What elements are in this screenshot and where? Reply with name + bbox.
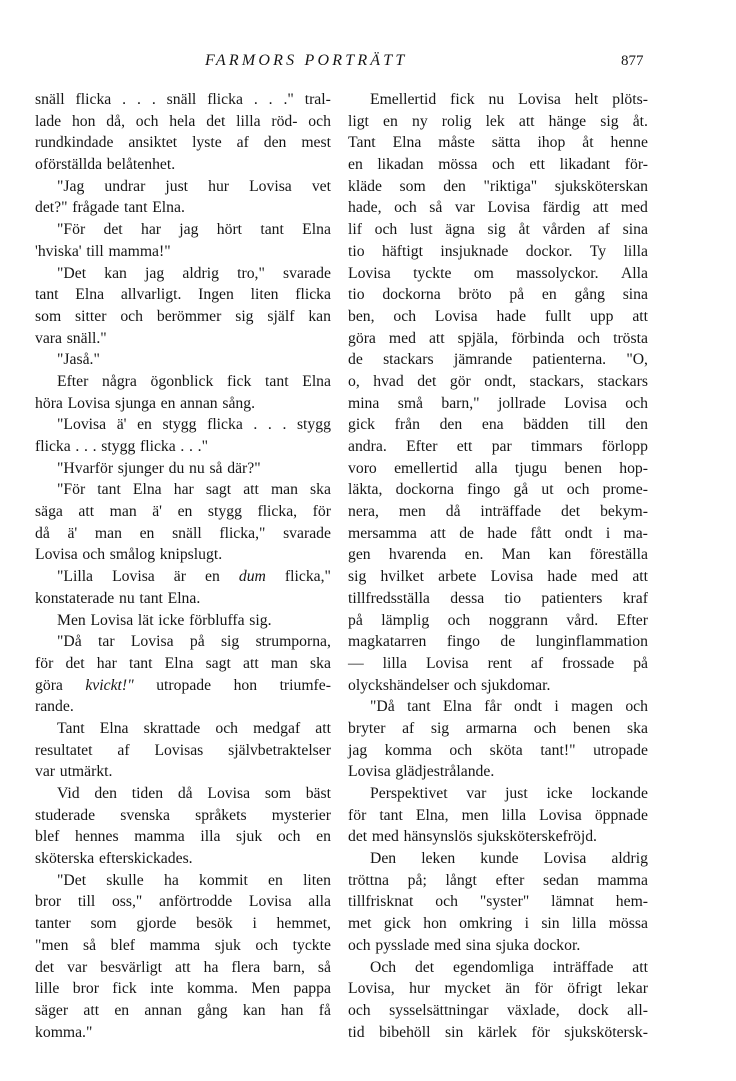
text-line: snäll flicka . . . snäll flicka . . ." tral- <box>35 91 331 108</box>
text-line: då ä' man en snäll flicka," svarade <box>35 524 331 542</box>
text-line: de stackars jämrande patienterna. "O, <box>348 351 648 369</box>
text-line: "Lovisa ä' en stygg flicka . . . stygg <box>57 416 331 434</box>
text-line: tillfrisknat och "syster" lämnat hem- <box>348 893 648 911</box>
page-number: 877 <box>621 53 644 69</box>
text-line: mersamma att de hade fått ondt i ma- <box>348 524 648 542</box>
text-line: höra Lovisa sjunga en annan sång. <box>35 394 256 412</box>
text-line: sköterska efterskickades. <box>35 850 193 868</box>
text-line: Vid den tiden då Lovisa som bäst <box>57 785 331 802</box>
text-line: Lovisa tyckte om massolyckor. Alla <box>348 264 648 282</box>
text-line: Emellertid fick nu Lovisa helt plöts- <box>370 91 648 108</box>
text-line: säger att en annan gång kan han få <box>35 1001 331 1019</box>
text-line: Perspektivet var just icke lockande <box>370 785 648 802</box>
text-line: Lovisa och smålog knipslugt. <box>35 546 223 564</box>
text-line: gen hvarenda en. Man kan föreställa <box>348 546 648 564</box>
text-line: "Det skulle ha kommit en liten <box>57 871 331 889</box>
text-line: för det har tant Elna sagt att man ska <box>35 654 331 672</box>
text-line: rundkindade ansiktet lyste af den mest <box>35 134 331 152</box>
left-text-column <box>35 89 331 1043</box>
text-line: tröttna på; långt efter sedan mamma <box>348 871 648 889</box>
text-line: sig hvilket arbete Lovisa hade med att <box>348 568 648 586</box>
text-line: som sitter och berömmer sig själf kan <box>35 307 331 325</box>
text-line: "För det har jag hört tant Elna <box>57 221 331 239</box>
text-line: en likadan mössa och ett likadant för- <box>348 156 648 174</box>
text-line: voro emellertid alla tjugu benen hop- <box>348 459 648 477</box>
text-line: nera, men då inträffade det bekym- <box>348 503 648 521</box>
text-line: rande. <box>35 698 74 716</box>
text-line: för tant Elna, men lilla Lovisa öppnade <box>348 806 648 824</box>
text-line: olyckshändelser och sjukdomar. <box>348 676 551 694</box>
text-line: met gick hon omkring i sin lilla mössa <box>348 915 648 933</box>
page-header <box>0 52 736 76</box>
text-line: på lämplig och noggrann vård. Efter <box>348 611 648 629</box>
text-line: Men Lovisa lät icke förbluffa sig. <box>57 611 272 629</box>
text-line: konstaterade nu tant Elna. <box>35 589 201 607</box>
text-line: jag komma och sköta tant!" utropade <box>348 741 648 759</box>
text-line: Efter några ögonblick fick tant Elna <box>57 372 331 390</box>
text-line: och sysselsättningar växlade, dock all- <box>348 1001 648 1019</box>
text-line: "Jaså." <box>57 351 100 369</box>
text-line: andra. Efter ett par timmars förlopp <box>348 438 648 455</box>
text-line: var utmärkt. <box>35 763 113 781</box>
text-line: bryter af sig armarna och benen ska <box>348 719 648 737</box>
text-line: mina små barn," jollrade Lovisa och <box>348 394 648 412</box>
text-line: "men så blef mamma sjuk och tyckte <box>35 936 331 954</box>
text-line: tio häftigt insjuknade dockor. Ty lilla <box>348 242 648 260</box>
text-line: o, hvad det gör ondt, stackars, stackars <box>348 372 648 390</box>
text-line: Lovisa, hur mycket än för öfrigt lekar <box>348 980 648 998</box>
text-line: "Då tant Elna får ondt i magen och <box>370 698 648 716</box>
text-line: flicka . . . stygg flicka . . ." <box>35 438 208 455</box>
text-line: läkta, dockorna fingo gå ut och prome- <box>348 481 648 499</box>
text-line: vara snäll." <box>35 329 107 347</box>
text-line: 'hviska' till mamma!" <box>35 242 171 260</box>
text-line: blef hennes mamma illa sjuk och en <box>35 828 331 846</box>
text-line: — lilla Lovisa rent af frossade på <box>348 654 648 672</box>
text-line: tio dockorna bröto på en gång sina <box>348 286 648 304</box>
text-line: lade hon då, och hela det lilla röd- och <box>35 112 331 130</box>
text-line: gick från den ena bädden till den <box>348 416 648 434</box>
text-line: lille bror fick inte komma. Men pappa <box>35 980 331 998</box>
text-line: magkatarren fingo de lunginflammation <box>348 633 648 651</box>
text-line: det?" frågade tant Elna. <box>35 199 185 217</box>
text-line: "Jag undrar just hur Lovisa vet <box>57 177 331 195</box>
text-line: "Det kan jag aldrig tro," svarade <box>57 264 331 282</box>
text-line: göra med att spjäla, förbinda och trösta <box>348 329 648 347</box>
text-line: tid bibehöll sin kärlek för sjukskötersk- <box>348 1023 648 1041</box>
text-line: "För tant Elna har sagt att man ska <box>57 481 331 499</box>
text-line: studerade svenska språkets mysterier <box>35 806 331 824</box>
text-line: tillfredsställa dessa tio patienters kraf <box>348 589 648 607</box>
text-line: det var besvärligt att ha flera barn, så <box>35 958 331 976</box>
text-line: göra kvickt!" utropade hon triumfe- <box>35 676 331 694</box>
text-line: Den leken kunde Lovisa aldrig <box>370 850 648 868</box>
text-line: lif och lust ägna sig åt vården af sina <box>348 221 648 239</box>
text-line: tanter som gjorde besök i hemmet, <box>35 915 331 933</box>
text-line: Tant Elna skrattade och medgaf att <box>57 719 331 737</box>
text-line: det med hänsynslös sjuksköterskefröjd. <box>348 828 597 846</box>
text-line: hade, och så var Lovisa färdig att med <box>348 199 648 217</box>
text-line: tant Elna allvarligt. Ingen liten flicka <box>35 286 331 304</box>
text-line: resultatet af Lovisas självbetraktelser <box>35 741 331 759</box>
text-line: kläde som den "riktiga" sjuksköterskan <box>348 177 648 195</box>
text-line: Och det egendomliga inträffade att <box>370 958 648 976</box>
text-line: Lovisa glädjestrålande. <box>348 763 495 781</box>
running-title: FARMORS PORTRÄTT <box>205 52 408 69</box>
text-line: "Hvarför sjunger du nu så där?" <box>57 459 261 477</box>
text-line: "Lilla Lovisa är en dum flicka," <box>57 568 331 586</box>
right-text-column <box>348 89 648 1043</box>
text-line: Tant Elna måste sätta ihop åt henne <box>348 134 648 152</box>
text-line: och pysslade med sina sjuka dockor. <box>348 936 581 954</box>
text-line: "Då tar Lovisa på sig strumporna, <box>57 633 331 651</box>
text-line: ligt en ny rolig lek att hänge sig åt. <box>348 112 648 130</box>
text-line: bror till oss," anförtrodde Lovisa alla <box>35 893 331 911</box>
text-line: komma." <box>35 1023 93 1041</box>
text-line: ben, och Lovisa hade fullt upp att <box>348 307 648 325</box>
text-line: oförställda belåtenhet. <box>35 156 176 174</box>
text-line: säga att man ä' en stygg flicka, för <box>35 503 331 521</box>
